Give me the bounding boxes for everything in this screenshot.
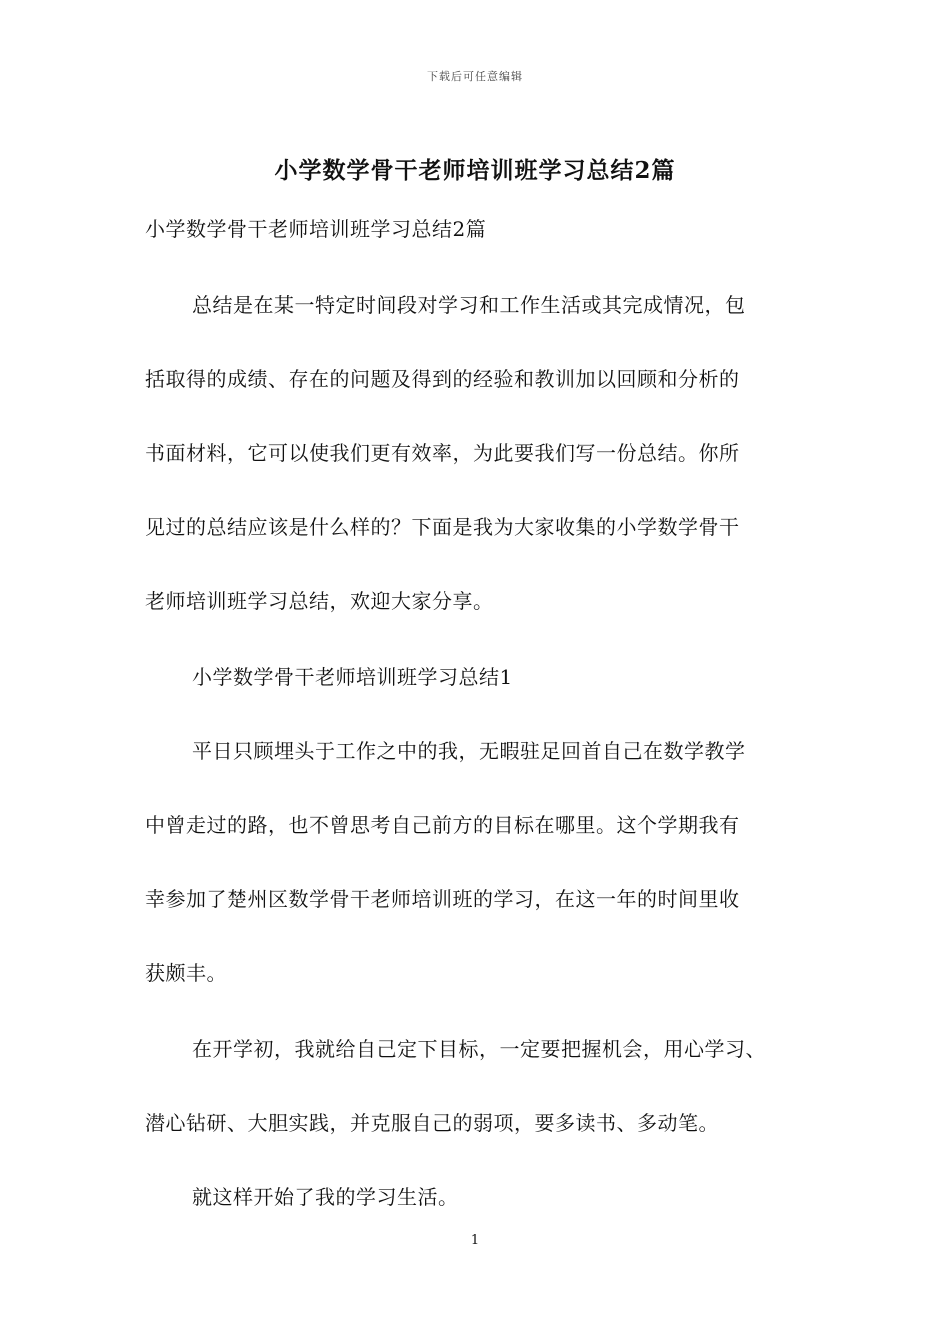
paragraph-line: 见过的总结应该是什么样的？下面是我为大家收集的小学数学骨干 <box>145 515 740 539</box>
paragraph-line: 总结是在某一特定时间段对学习和工作生活或其完成情况，包 <box>192 293 746 317</box>
header-note: 下载后可任意编辑 <box>427 70 523 83</box>
paragraph-line: 括取得的成绩、存在的问题及得到的经验和教训加以回顾和分析的 <box>145 367 740 391</box>
paragraph-line: 潜心钻研、大胆实践，并克服自己的弱项，要多读书、多动笔。 <box>145 1111 719 1135</box>
subtitle-line: 小学数学骨干老师培训班学习总结2篇 <box>145 217 487 241</box>
paragraph-line: 幸参加了楚州区数学骨干老师培训班的学习，在这一年的时间里收 <box>145 887 740 911</box>
paragraph-line: 在开学初，我就给自己定下目标，一定要把握机会，用心学习、 <box>192 1037 766 1061</box>
paragraph-line: 老师培训班学习总结，欢迎大家分享。 <box>145 589 494 613</box>
document-title: 小学数学骨干老师培训班学习总结2篇 <box>274 157 676 184</box>
paragraph-line: 平日只顾埋头于工作之中的我，无暇驻足回首自己在数学教学 <box>192 739 746 763</box>
paragraph-line: 获颇丰。 <box>145 961 227 985</box>
paragraph-line: 就这样开始了我的学习生活。 <box>192 1185 459 1209</box>
page-number: 1 <box>470 1233 480 1248</box>
paragraph-line: 书面材料，它可以使我们更有效率，为此要我们写一份总结。你所 <box>145 441 740 465</box>
paragraph-line: 中曾走过的路，也不曾思考自己前方的目标在哪里。这个学期我有 <box>145 813 740 837</box>
section-heading: 小学数学骨干老师培训班学习总结1 <box>192 665 513 689</box>
